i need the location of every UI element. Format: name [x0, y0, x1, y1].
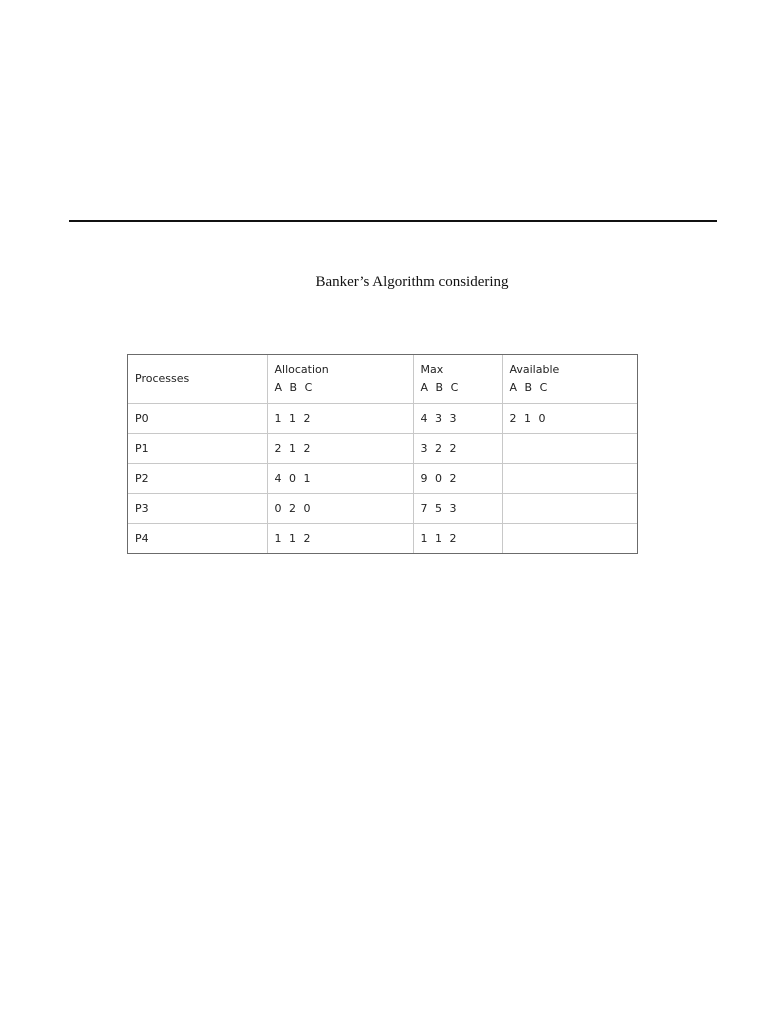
allocation-cell: 4 0 1 — [267, 464, 413, 494]
header-processes: Processes — [128, 355, 267, 404]
max-cell: 3 2 2 — [413, 434, 502, 464]
header-allocation: Allocation A B C — [267, 355, 413, 404]
process-name: P3 — [128, 494, 267, 524]
table-row — [128, 464, 637, 494]
header-available-resources: A B C — [509, 381, 550, 394]
table-row — [128, 494, 637, 524]
bankers-table — [127, 354, 638, 554]
header-max: Max A B C — [413, 355, 502, 404]
available-cell — [502, 524, 637, 553]
available-cell — [502, 494, 637, 524]
max-cell: 9 0 2 — [413, 464, 502, 494]
max-cell: 1 1 2 — [413, 524, 502, 553]
document-title: Banker’s Algorithm considering — [315, 274, 509, 290]
table-row — [128, 524, 637, 553]
process-name: P0 — [128, 404, 267, 434]
available-cell — [502, 434, 637, 464]
table-row — [128, 404, 637, 434]
bankers-table-grid — [128, 355, 637, 553]
header-allocation-resources: A B C — [274, 381, 315, 394]
allocation-cell: 2 1 2 — [267, 434, 413, 464]
process-name: P4 — [128, 524, 267, 553]
available-cell — [502, 464, 637, 494]
max-cell: 4 3 3 — [413, 404, 502, 434]
process-name: P2 — [128, 464, 267, 494]
header-max-resources: A B C — [420, 381, 461, 394]
allocation-cell: 0 2 0 — [267, 494, 413, 524]
horizontal-rule — [69, 220, 717, 222]
available-cell: 2 1 0 — [502, 404, 637, 434]
table-row — [128, 434, 637, 464]
table-header-row — [128, 355, 637, 404]
allocation-cell: 1 1 2 — [267, 524, 413, 553]
allocation-cell: 1 1 2 — [267, 404, 413, 434]
header-available: Available A B C — [502, 355, 637, 404]
max-cell: 7 5 3 — [413, 494, 502, 524]
process-name: P1 — [128, 434, 267, 464]
